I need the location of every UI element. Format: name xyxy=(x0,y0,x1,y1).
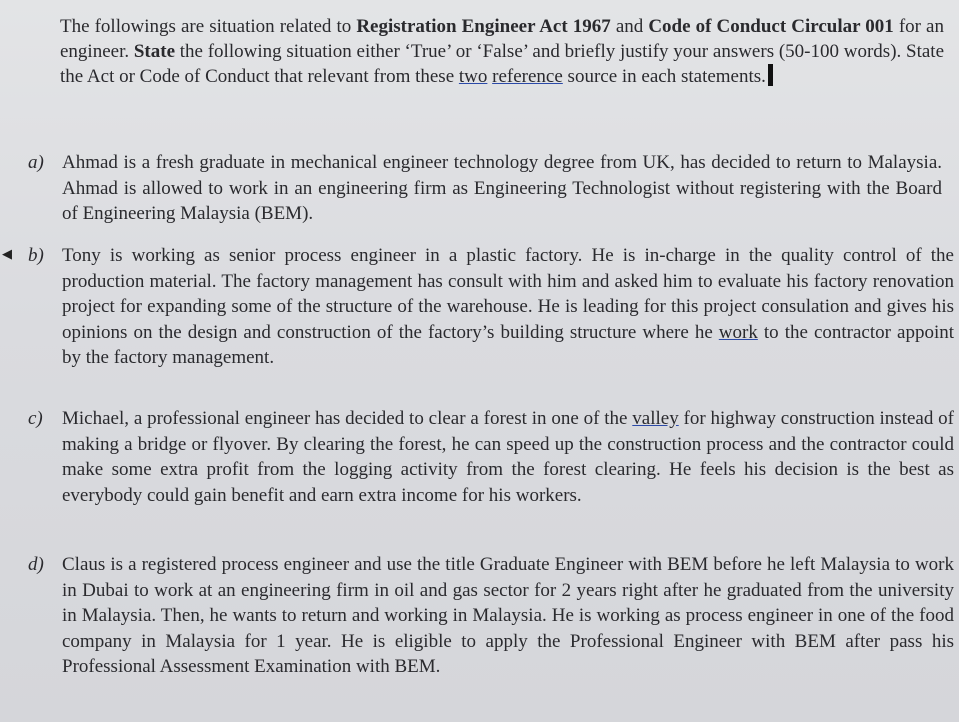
statement-b-label: b) xyxy=(28,245,44,266)
statement-c-text-1: Michael, a professional engineer has decided to clear a forest in one of the xyxy=(62,408,633,429)
statement-a-text: Ahmad is a fresh graduate in mechanical engineer technology degree from UK, has decided to return to Malaysia. Ahmad is allowed to work in an engineering firm as Engineering Technologist without registering with the Board of Engineering Malaysia (BEM). xyxy=(62,152,942,224)
text-cursor xyxy=(768,64,773,86)
two-word: two xyxy=(458,66,488,87)
statement-b xyxy=(28,243,954,371)
state-word: State xyxy=(133,41,176,62)
statement-a xyxy=(28,150,942,227)
statement-c-text xyxy=(62,406,954,508)
statement-c-label: c) xyxy=(28,408,43,429)
statement-a-label: a) xyxy=(28,152,44,173)
statement-c-text-2: for highway construction instead of making a bridge or flyover. By clearing the forest, he can speed up the construction process and the contractor could make some extra profit from the logging activity from the forest clearing. He feels his decision is the best as everybody could gain benefit and earn extra income for his workers. xyxy=(62,408,954,506)
list-marker-arrow-icon: ◀ xyxy=(2,246,12,261)
intro-text-4: the following situation either ‘True’ or ‘False’ and briefly justify your answers (50-100 words). State the Act or Code of Conduct that relevant from these xyxy=(60,41,945,87)
statement-b-text xyxy=(62,243,954,371)
reference-word: reference xyxy=(492,66,563,87)
statement-b-text-1: Tony is working as senior process engineer in a plastic factory. He is in-charge in the quality control of the production material. The factory management has consult with him and asked him to evaluate his factory renovation project for expanding some of the structure of the warehouse. He is leading for this project consulation and gives his opinions on the design and construction of the factory’s building structure where he xyxy=(62,245,954,343)
statement-d xyxy=(28,552,954,680)
valley-word: valley xyxy=(632,408,679,429)
intro-text-5: source in each statements. xyxy=(562,66,766,87)
intro-text-1: The followings are situation related to xyxy=(60,16,357,37)
statement-c xyxy=(28,406,954,508)
intro-text-2: and xyxy=(610,16,649,37)
intro-text-3: for an engineer. xyxy=(60,16,944,62)
statement-b-text-2: to the contractor appoint by the factory management. xyxy=(62,321,955,368)
work-word: work xyxy=(718,321,758,343)
statement-d-text: Claus is a registered process engineer and use the title Graduate Engineer with BEM before he left Malaysia to work in Dubai to work at an engineering firm in oil and gas sector for 2 years right after he graduated from the university in Malaysia. Then, he wants to return and working in Malaysia. He is working as process engineer in one of the food company in Malaysia for 1 year. He is eligible to apply the Professional Engineer with BEM after pass his Professional Assessment Examination with BEM. xyxy=(62,554,954,677)
question-instructions xyxy=(60,14,944,89)
act-name: Registration Engineer Act 1967 xyxy=(356,16,611,37)
code-name: Code of Conduct Circular 001 xyxy=(648,16,894,37)
statement-d-label: d) xyxy=(28,554,44,575)
